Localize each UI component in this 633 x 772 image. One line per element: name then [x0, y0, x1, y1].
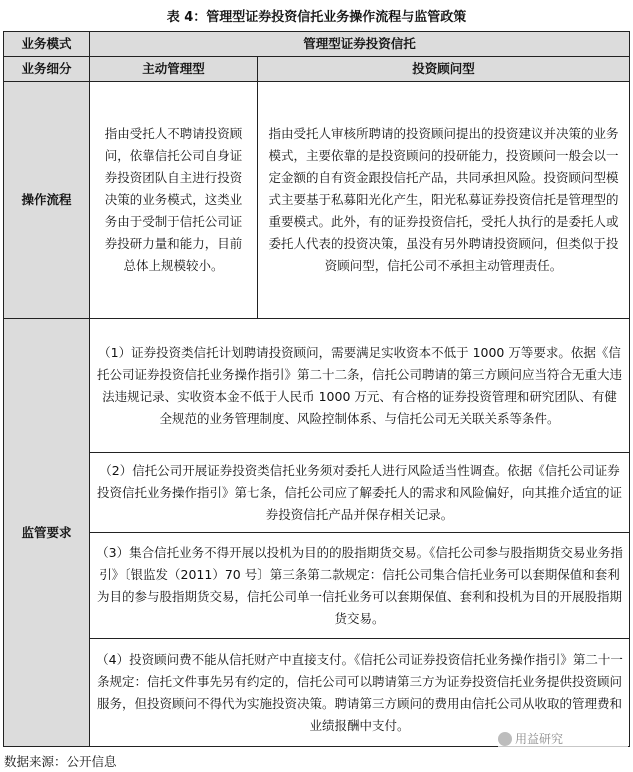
watermark-text: 用益研究	[515, 732, 564, 746]
table-title: 表 4：管理型证券投资信托业务操作流程与监管政策	[166, 10, 467, 25]
mode-label: 业务模式	[4, 32, 90, 57]
col-active-header: 主动管理型	[90, 57, 258, 82]
regulation-row	[4, 319, 630, 453]
regulation-item-3: （3）集合信托业务不得开展以投机为目的的股指期货交易。《信托公司参与股指期货交易业务指引》〔银监发（2011）70 号〕第三条第二款规定：信托公司集合信托业务可以套期保值和套利为目的参与股指期货交易，信托公司单一信托业务可以套期保值、套利和投机为目的开展股指期货交易。	[90, 533, 630, 639]
mode-row	[4, 32, 630, 57]
regulation-item-2: （2）信托公司开展证券投资类信托业务须对委托人进行风险适当性调查。依据《信托公司证券投资信托业务操作指引》第七条，信托公司应了解委托人的需求和风险偏好，向其推介适宜的证券投资信托产品并保存相关记录。	[90, 453, 630, 533]
subtype-row	[4, 57, 630, 82]
regulation-row	[4, 453, 630, 533]
operation-advisor-text: 指由受托人审核所聘请的投资顾问提出的投资建议并决策的业务模式，主要依靠的是投资顾问的投研能力，投资顾问一般会以一定金额的自有资金跟投信托产品，共同承担风险。投资顾问型模式主要基于私募阳光化产生，阳光私募证券投资信托是管理型的重要模式。此外，有的证券投资信托，受托人执行的是委托人或委托人代表的投资决策，虽没有另外聘请投资顾问，但类似于投资顾问型，信托公司不承担主动管理责任。	[258, 82, 630, 319]
operation-row	[4, 82, 630, 319]
data-source: 数据来源：公开信息	[4, 754, 117, 769]
operation-label: 操作流程	[4, 82, 90, 319]
mode-value: 管理型证券投资信托	[90, 32, 630, 57]
regulation-item-1: （1）证券投资类信托计划聘请投资顾问，需要满足实收资本不低于 1000 万等要求。依据《信托公司证券投资信托业务操作指引》第二十二条，信托公司聘请的第三方顾问应当符合无重大违法违规记录、实收资本金不低于人民币 1000 万元、有合格的证券投资管理和研究团队、有健全规范的业务管理制度、风险控制体系、与信托公司无关联关系等条件。	[90, 319, 630, 453]
policy-table	[3, 31, 630, 747]
regulation-row	[4, 533, 630, 639]
col-advisor-header: 投资顾问型	[258, 57, 630, 82]
subtype-label: 业务细分	[4, 57, 90, 82]
watermark	[498, 730, 628, 750]
operation-active-text: 指由受托人不聘请投资顾问，依靠信托公司自身证券投资团队自主进行投资决策的业务模式，这类业务由于受制于信托公司证券投研力量和能力，目前总体上规模较小。	[90, 82, 258, 319]
regulation-label: 监管要求	[4, 319, 90, 747]
regulation-item-4: （4）投资顾问费不能从信托财产中直接支付。《信托公司证券投资信托业务操作指引》第二十一条规定：信托文件事先另有约定的，信托公司可以聘请第三方为证券投资信托业务提供投资顾问服务，但投资顾问不得代为实施投资决策。聘请第三方顾问的费用由信托公司从收取的管理费和业绩报酬中支付。	[90, 639, 630, 747]
wechat-icon	[498, 732, 512, 746]
